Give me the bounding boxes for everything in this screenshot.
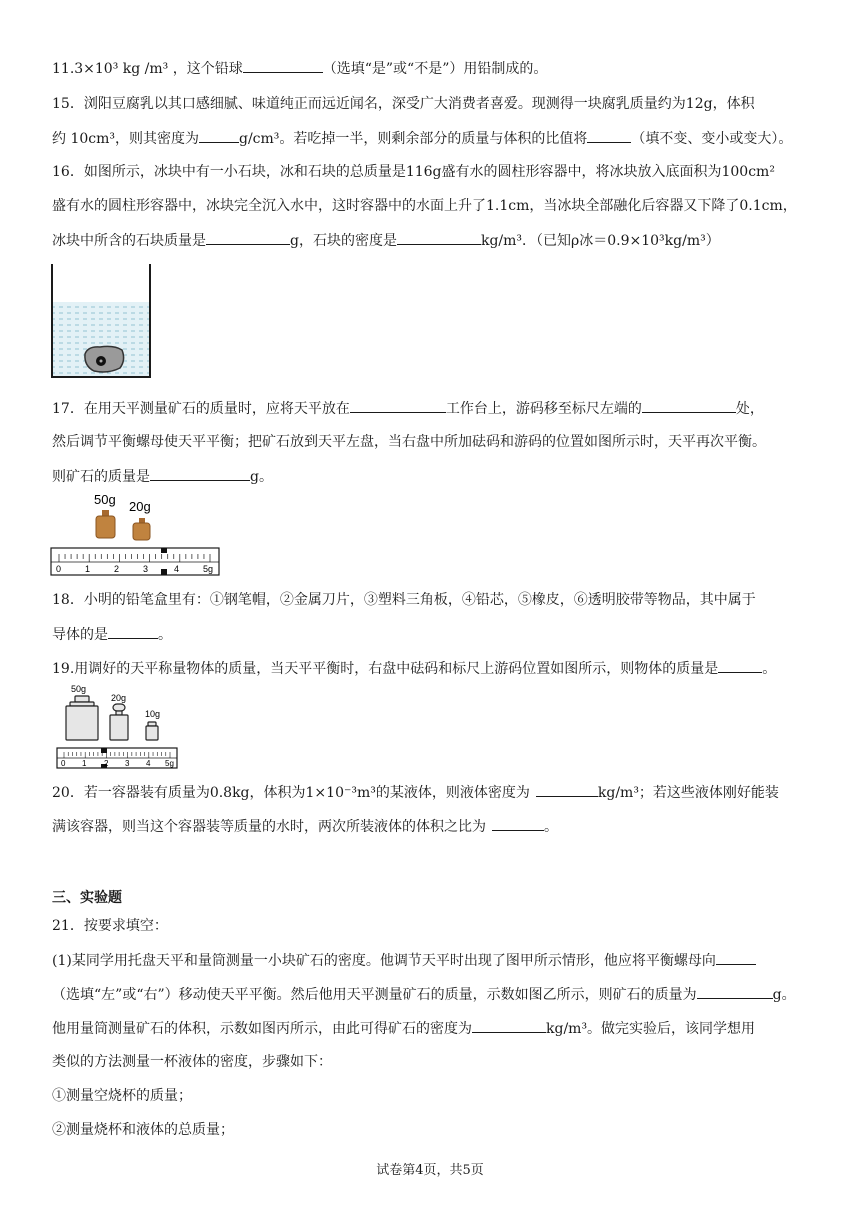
tick-label: 2 [114, 564, 120, 574]
q17-line3 [52, 466, 273, 487]
q18-line1: 18．小明的铅笔盒里有：①钢笔帽，②金属刀片，③塑料三角板，④铅芯，⑤橡皮，⑥透明胶带等物品，其中属于 [52, 592, 756, 608]
q17-line2: 然后调节平衡螺母使天平平衡；把矿石放到天平左盘，当右盘中所加砝码和游码的位置如图所示时，天平再次平衡。 [52, 434, 766, 450]
q14-tail [52, 58, 547, 79]
text: g。 [250, 469, 273, 485]
answer-blank [472, 1018, 546, 1033]
answer-blank [350, 398, 446, 413]
q16-line3 [52, 230, 720, 251]
tick-label: 4 [174, 564, 180, 574]
q21-intro: 21．按要求填空： [52, 918, 168, 934]
answer-blank [206, 230, 290, 245]
balance-weights-figure-19 [56, 680, 180, 772]
weight-20g [110, 704, 128, 740]
answer-blank [243, 58, 323, 73]
q17-line1 [52, 398, 764, 419]
q21-step2: ②测量烧杯和液体的总质量； [52, 1122, 234, 1138]
tick-label: 4 [146, 759, 151, 768]
text: g/cm³。若吃掉一半，则剩余部分的质量与体积的比值将 [239, 131, 588, 147]
answer-blank [697, 984, 773, 999]
text: 。 [158, 627, 172, 643]
q21-line3 [52, 1018, 755, 1039]
q20-line1 [52, 782, 779, 803]
tick-label: 2 [104, 759, 109, 768]
q15-line1: 15．浏阳豆腐乳以其口感细腻、味道纯正而远近闻名，深受广大消费者喜爱。现测得一块腐乳质量约为12g，体积 [52, 96, 755, 112]
text: 17．在用天平测量矿石的质量时，应将天平放在 [52, 401, 350, 417]
tick-label: 0 [61, 759, 66, 768]
text: 满该容器，则当这个容器装等质量的水时，两次所装液体的体积之比为 [52, 819, 486, 835]
weight-50g [96, 510, 115, 538]
balance-weights-figure-17 [50, 490, 222, 580]
text: kg/m³。做完实验后，该同学想用 [546, 1021, 756, 1037]
text: kg/m³．（已知ρ冰＝0.9×10³kg/m³） [480, 233, 720, 249]
tick-label: 5g [203, 564, 214, 574]
text: （选填“左”或“右”）移动使天平平衡。然后他用天平测量矿石的质量，示数如图乙所示，则矿石的质量为 [52, 987, 697, 1003]
answer-blank [718, 658, 762, 673]
weight-10g [146, 722, 158, 740]
tick-label: 5g [165, 759, 174, 768]
text: (1)某同学用托盘天平和量筒测量一小块矿石的密度。他调节天平时出现了图甲所示情形，他应将平衡螺母向 [52, 953, 716, 969]
q16-line1: 16．如图所示，冰块中有一小石块，冰和石块的总质量是116g盛有水的圆柱形容器中，将冰块放入底面积为100cm² [52, 164, 775, 180]
page-footer: 试卷第4页，共5页 [376, 1163, 484, 1178]
tick-label: 3 [143, 564, 149, 574]
ice-container-figure [50, 262, 154, 380]
section-heading: 三、实验题 [52, 890, 122, 906]
rider-scale [51, 548, 219, 575]
answer-blank [536, 782, 598, 797]
text: 导体的是 [52, 627, 108, 643]
q21-line4: 类似的方法测量一杯液体的密度，步骤如下： [52, 1054, 332, 1070]
tick-label: 1 [85, 564, 91, 574]
text: 19.用调好的天平称量物体的质量，当天平平衡时，右盘中砝码和标尺上游码位置如图所示，则物体的质量是 [52, 661, 719, 677]
answer-blank [716, 950, 756, 965]
weight-20g [133, 518, 150, 540]
q15-line2 [52, 128, 792, 149]
tick-label: 0 [56, 564, 62, 574]
q18-line2 [52, 624, 172, 645]
weight-label-50g: 50g [94, 492, 116, 507]
text: kg/m³；若这些液体刚好能装 [597, 785, 779, 801]
text: 。 [762, 661, 777, 677]
rider [161, 548, 167, 553]
text: 处， [735, 401, 764, 417]
answer-blank [642, 398, 736, 413]
answer-blank [150, 466, 250, 481]
weight-label-20g: 20g [111, 693, 127, 703]
tick-label: 3 [125, 759, 130, 768]
tick-label: 1 [82, 759, 87, 768]
answer-blank [492, 816, 544, 831]
text: 。 [544, 819, 558, 835]
text: 20．若一容器装有质量为0.8kg，体积为1×10⁻³m³的某液体，则液体密度为 [52, 785, 530, 801]
text: g，石块的密度是 [290, 233, 397, 249]
answer-blank [199, 128, 239, 143]
q20-line2 [52, 816, 558, 837]
weight-50g [66, 696, 98, 740]
text: 工作台上，游码移至标尺左端的 [445, 401, 642, 417]
text: 冰块中所含的石块质量是 [52, 233, 206, 249]
answer-blank [397, 230, 481, 245]
text: g。 [772, 987, 796, 1003]
text: 则矿石的质量是 [52, 469, 150, 485]
weight-label-20g: 20g [129, 499, 151, 514]
q19-line1 [52, 658, 776, 679]
q21-step1: ①测量空烧杯的质量； [52, 1088, 192, 1104]
weight-label-50g: 50g [71, 684, 87, 694]
q21-line2 [52, 984, 796, 1005]
text: （选填“是”或“不是”）用铅制成的。 [322, 61, 548, 77]
text: 他用量筒测量矿石的体积，示数如图丙所示，由此可得矿石的密度为 [52, 1021, 472, 1037]
q16-line2: 盛有水的圆柱形容器中，冰块完全沉入水中，这时容器中的水面上升了1.1cm，当冰块全部融化后容器又下降了0.1cm， [52, 198, 797, 214]
text: （填不变、变小或变大）。 [631, 131, 793, 147]
rider-scale [57, 748, 177, 768]
text: 约 10cm³，则其密度为 [52, 131, 199, 147]
q21-line1 [52, 950, 756, 971]
weight-label-10g: 10g [145, 709, 161, 719]
answer-blank [108, 624, 158, 639]
text: 11.3×10³ kg /m³ ，这个铅球 [52, 61, 243, 77]
answer-blank [587, 128, 631, 143]
rider [101, 748, 107, 753]
